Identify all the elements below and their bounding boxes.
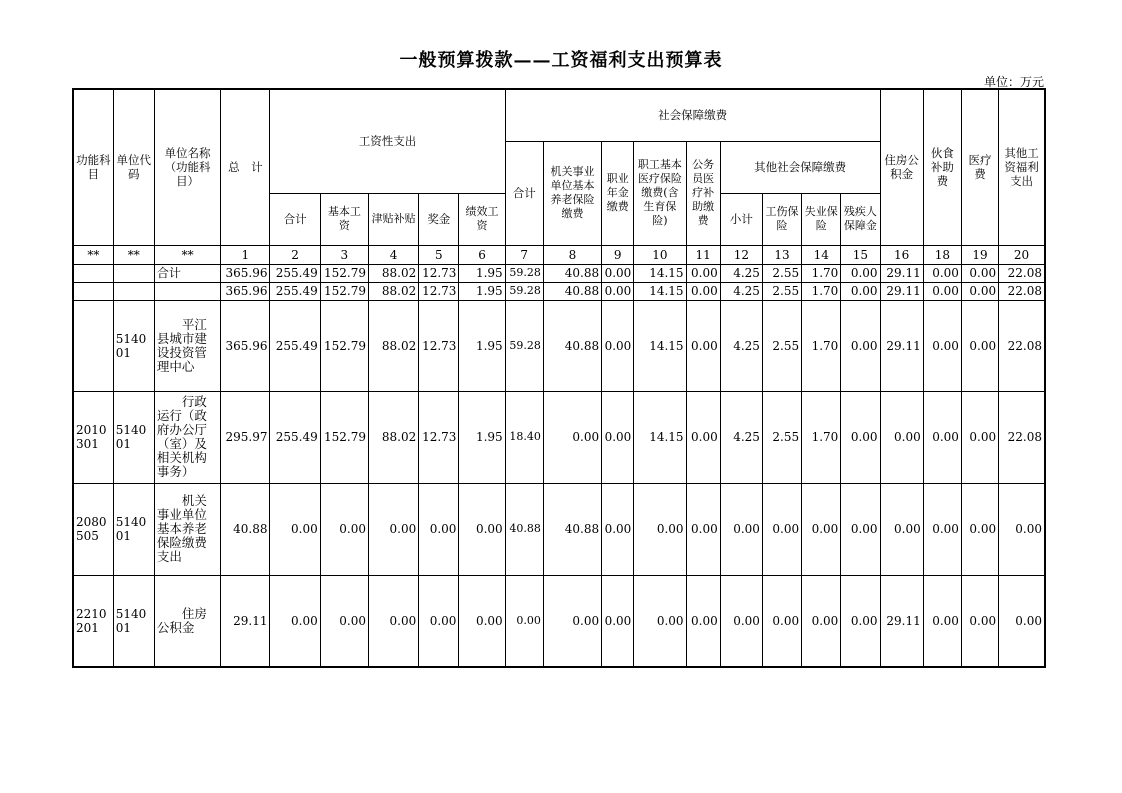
value-cell: 0.00 <box>841 300 880 391</box>
value-cell: 0.00 <box>368 575 418 667</box>
value-cell: 0.00 <box>880 391 923 483</box>
index-cell: 5 <box>419 245 459 264</box>
unit-code-cell <box>113 264 154 282</box>
value-cell: 2.55 <box>762 391 801 483</box>
value-cell: 0.00 <box>720 575 762 667</box>
value-cell: 29.11 <box>880 575 923 667</box>
value-cell: 0.00 <box>419 575 459 667</box>
value-cell: 152.79 <box>320 282 368 300</box>
unit-label: 单位：万元 <box>983 75 1044 89</box>
value-cell: 0.00 <box>602 282 634 300</box>
value-cell: 0.00 <box>543 391 601 483</box>
func-subject-cell <box>73 264 113 282</box>
header-pension: 机关事业单位基本养老保险缴费 <box>543 141 601 245</box>
value-cell: 22.08 <box>999 391 1045 483</box>
value-cell: 365.96 <box>221 264 270 282</box>
unit-name-cell <box>154 282 220 300</box>
header-func-subject: 功能科目 <box>73 89 113 245</box>
value-cell: 4.25 <box>720 282 762 300</box>
index-cell: 16 <box>880 245 923 264</box>
value-cell: 0.00 <box>686 300 720 391</box>
func-subject-cell: 2010301 <box>73 391 113 483</box>
value-cell: 0.00 <box>841 264 880 282</box>
value-cell: 0.00 <box>320 575 368 667</box>
table-row <box>73 300 1045 391</box>
value-cell: 0.00 <box>923 575 961 667</box>
value-cell: 0.00 <box>602 575 634 667</box>
unit-name-text: 住房公积金 <box>156 606 207 635</box>
index-cell: 2 <box>270 245 320 264</box>
value-cell: 0.00 <box>999 575 1045 667</box>
unit-name-cell <box>154 483 220 575</box>
value-cell: 0.00 <box>602 483 634 575</box>
value-cell: 0.00 <box>923 391 961 483</box>
value-cell: 0.00 <box>686 282 720 300</box>
value-cell: 14.15 <box>634 282 686 300</box>
value-cell: 365.96 <box>221 300 270 391</box>
value-cell: 295.97 <box>221 391 270 483</box>
table-row <box>73 282 1045 300</box>
value-cell: 40.88 <box>543 264 601 282</box>
value-cell: 255.49 <box>270 300 320 391</box>
value-cell: 2.55 <box>762 300 801 391</box>
value-cell: 88.02 <box>368 264 418 282</box>
value-cell: 0.00 <box>270 483 320 575</box>
index-cell: 19 <box>961 245 998 264</box>
value-cell: 1.70 <box>802 264 841 282</box>
value-cell: 14.15 <box>634 300 686 391</box>
value-cell: 40.88 <box>221 483 270 575</box>
value-cell: 0.00 <box>686 264 720 282</box>
value-cell: 0.00 <box>686 483 720 575</box>
value-cell: 29.11 <box>221 575 270 667</box>
header-other-welfare: 其他工资福利支出 <box>999 89 1045 245</box>
value-cell: 0.00 <box>923 483 961 575</box>
header-salary-sum: 合计 <box>270 193 320 245</box>
header-disabled: 残疾人保障金 <box>841 193 880 245</box>
index-cell: 7 <box>505 245 543 264</box>
value-cell: 1.70 <box>802 282 841 300</box>
value-cell: 0.00 <box>634 483 686 575</box>
header-subtotal: 小计 <box>720 193 762 245</box>
table-row <box>73 264 1045 282</box>
value-cell: 0.00 <box>686 391 720 483</box>
value-cell: 0.00 <box>720 483 762 575</box>
value-cell: 40.88 <box>505 483 543 575</box>
header-food-subsidy: 伙食补助费 <box>923 89 961 245</box>
value-cell: 22.08 <box>999 264 1045 282</box>
unit-name-cell <box>154 300 220 391</box>
index-cell: 3 <box>320 245 368 264</box>
value-cell: 255.49 <box>270 264 320 282</box>
value-cell: 0.00 <box>505 575 543 667</box>
value-cell: 1.70 <box>802 300 841 391</box>
func-subject-cell: 2210201 <box>73 575 113 667</box>
index-cell: 20 <box>999 245 1045 264</box>
value-cell: 18.40 <box>505 391 543 483</box>
value-cell: 29.11 <box>880 300 923 391</box>
value-cell: 0.00 <box>841 483 880 575</box>
value-cell: 59.28 <box>505 264 543 282</box>
value-cell: 0.00 <box>270 575 320 667</box>
header-housing-fund: 住房公积金 <box>880 89 923 245</box>
header-medical: 医疗费 <box>961 89 998 245</box>
unit-code-cell: 514001 <box>113 300 154 391</box>
value-cell: 12.73 <box>419 391 459 483</box>
table-row <box>73 483 1045 575</box>
value-cell: 0.00 <box>841 575 880 667</box>
value-cell: 4.25 <box>720 264 762 282</box>
header-civil-medical: 公务员医疗补助缴费 <box>686 141 720 245</box>
table-row <box>73 391 1045 483</box>
unit-name-text: 行政运行（政府办公厅（室）及相关机构事务） <box>156 395 207 479</box>
index-cell: ** <box>113 245 154 264</box>
header-social-group: 社会保障缴费 <box>505 89 880 141</box>
header-annuity: 职业年金缴费 <box>602 141 634 245</box>
value-cell: 22.08 <box>999 300 1045 391</box>
header-allowance: 津贴补贴 <box>368 193 418 245</box>
value-cell: 59.28 <box>505 300 543 391</box>
header-salary-group: 工资性支出 <box>270 89 505 193</box>
value-cell: 1.95 <box>459 282 505 300</box>
func-subject-cell <box>73 282 113 300</box>
unit-code-cell: 514001 <box>113 575 154 667</box>
value-cell: 152.79 <box>320 391 368 483</box>
value-cell: 2.55 <box>762 264 801 282</box>
value-cell: 0.00 <box>961 391 998 483</box>
value-cell: 0.00 <box>602 300 634 391</box>
value-cell: 1.70 <box>802 391 841 483</box>
index-cell: 9 <box>602 245 634 264</box>
value-cell: 0.00 <box>419 483 459 575</box>
value-cell: 88.02 <box>368 282 418 300</box>
value-cell: 0.00 <box>320 483 368 575</box>
value-cell: 0.00 <box>802 483 841 575</box>
value-cell: 14.15 <box>634 264 686 282</box>
value-cell: 59.28 <box>505 282 543 300</box>
index-cell: 1 <box>221 245 270 264</box>
header-other-social-group: 其他社会保障缴费 <box>720 141 880 193</box>
value-cell: 12.73 <box>419 264 459 282</box>
index-cell: 14 <box>802 245 841 264</box>
value-cell: 2.55 <box>762 282 801 300</box>
value-cell: 0.00 <box>841 282 880 300</box>
header-unemployment: 失业保险 <box>802 193 841 245</box>
header-unit-code: 单位代码 <box>113 89 154 245</box>
index-cell: 8 <box>543 245 601 264</box>
header-total: 总 计 <box>221 89 270 245</box>
header-medical-insurance: 职工基本医疗保险缴费(含生育保险) <box>634 141 686 245</box>
func-subject-cell: 2080505 <box>73 483 113 575</box>
unit-code-cell: 514001 <box>113 391 154 483</box>
value-cell: 365.96 <box>221 282 270 300</box>
value-cell: 88.02 <box>368 300 418 391</box>
index-row <box>73 245 1045 264</box>
value-cell: 0.00 <box>634 575 686 667</box>
value-cell: 255.49 <box>270 282 320 300</box>
value-cell: 0.00 <box>923 282 961 300</box>
index-cell: 15 <box>841 245 880 264</box>
unit-name-cell <box>154 575 220 667</box>
index-cell: 12 <box>720 245 762 264</box>
unit-name-cell: 合计 <box>154 264 220 282</box>
value-cell: 0.00 <box>459 575 505 667</box>
value-cell: 0.00 <box>961 282 998 300</box>
header-injury: 工伤保险 <box>762 193 801 245</box>
header-unit-name: 单位名称（功能科目） <box>154 89 220 245</box>
value-cell: 4.25 <box>720 391 762 483</box>
index-cell: 18 <box>923 245 961 264</box>
value-cell: 0.00 <box>802 575 841 667</box>
value-cell: 0.00 <box>459 483 505 575</box>
header-performance: 绩效工资 <box>459 193 505 245</box>
table-row <box>73 575 1045 667</box>
index-cell: 6 <box>459 245 505 264</box>
budget-table <box>72 88 1046 668</box>
value-cell: 0.00 <box>686 575 720 667</box>
value-cell: 152.79 <box>320 264 368 282</box>
value-cell: 0.00 <box>961 300 998 391</box>
value-cell: 29.11 <box>880 282 923 300</box>
value-cell: 29.11 <box>880 264 923 282</box>
unit-code-cell: 514001 <box>113 483 154 575</box>
value-cell: 0.00 <box>368 483 418 575</box>
value-cell: 40.88 <box>543 300 601 391</box>
value-cell: 12.73 <box>419 282 459 300</box>
unit-code-cell <box>113 282 154 300</box>
value-cell: 0.00 <box>602 264 634 282</box>
index-cell: ** <box>154 245 220 264</box>
value-cell: 1.95 <box>459 391 505 483</box>
unit-name-text: 机关事业单位基本养老保险缴费支出 <box>156 494 207 564</box>
unit-name-text: 平江县城市建设投资管理中心 <box>156 317 207 374</box>
value-cell: 0.00 <box>923 300 961 391</box>
value-cell: 1.95 <box>459 264 505 282</box>
index-cell: 13 <box>762 245 801 264</box>
value-cell: 0.00 <box>762 575 801 667</box>
value-cell: 0.00 <box>961 575 998 667</box>
page-title: 一般预算拨款——工资福利支出预算表 <box>399 50 723 71</box>
index-cell: 11 <box>686 245 720 264</box>
func-subject-cell <box>73 300 113 391</box>
header-social-sum: 合计 <box>505 141 543 245</box>
header-basic-salary: 基本工资 <box>320 193 368 245</box>
value-cell: 152.79 <box>320 300 368 391</box>
value-cell: 88.02 <box>368 391 418 483</box>
value-cell: 4.25 <box>720 300 762 391</box>
index-cell: 10 <box>634 245 686 264</box>
value-cell: 0.00 <box>880 483 923 575</box>
value-cell: 0.00 <box>923 264 961 282</box>
value-cell: 0.00 <box>961 483 998 575</box>
value-cell: 40.88 <box>543 282 601 300</box>
index-cell: ** <box>73 245 113 264</box>
value-cell: 12.73 <box>419 300 459 391</box>
value-cell: 255.49 <box>270 391 320 483</box>
unit-name-cell <box>154 391 220 483</box>
value-cell: 40.88 <box>543 483 601 575</box>
value-cell: 0.00 <box>841 391 880 483</box>
header-bonus: 奖金 <box>419 193 459 245</box>
value-cell: 0.00 <box>999 483 1045 575</box>
value-cell: 0.00 <box>961 264 998 282</box>
value-cell: 0.00 <box>762 483 801 575</box>
value-cell: 22.08 <box>999 282 1045 300</box>
value-cell: 0.00 <box>602 391 634 483</box>
value-cell: 0.00 <box>543 575 601 667</box>
value-cell: 1.95 <box>459 300 505 391</box>
value-cell: 14.15 <box>634 391 686 483</box>
index-cell: 4 <box>368 245 418 264</box>
